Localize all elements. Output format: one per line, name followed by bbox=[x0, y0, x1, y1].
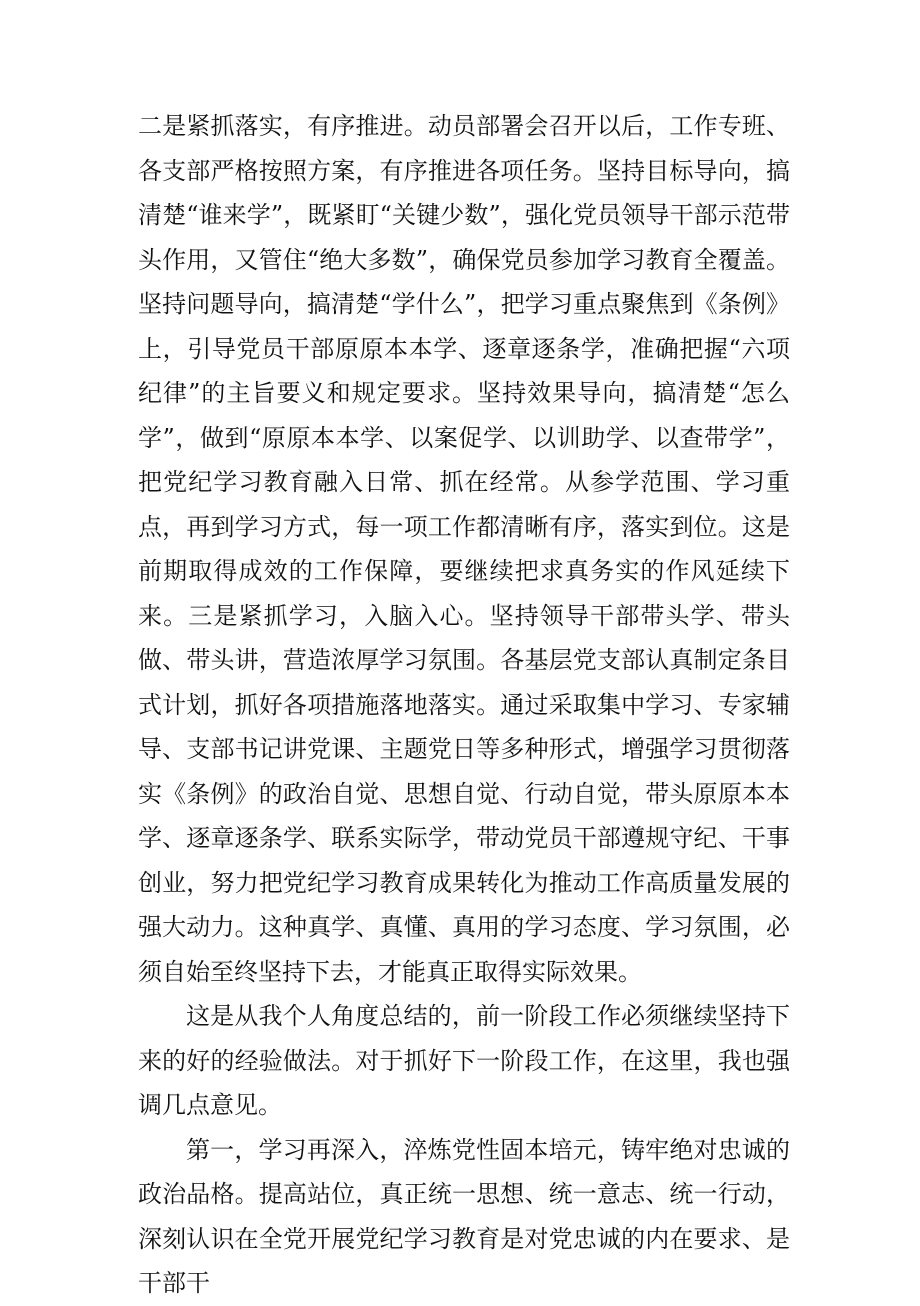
body-text bbox=[138, 104, 790, 1306]
paragraph-3: 第一，学习再深入，淬炼党性固本培元，铸牢绝对忠诚的政治品格。提高站位，真正统一思想、统一意志、统一行动，深刻认识在全党开展党纪学习教育是对党忠诚的内在要求、是干部干 bbox=[138, 1135, 790, 1297]
paragraph-1: 二是紧抓落实，有序推进。动员部署会召开以后，工作专班、各支部严格按照方案，有序推进各项任务。坚持目标导向，搞清楚“谁来学”，既紧盯“关键少数”，强化党员领导干部示范带头作用，又管住“绝大多数”，确保党员参加学习教育全覆盖。坚持问题导向，搞清楚“学什么”，把学习重点聚焦到《条例》上，引导党员干部原原本本学、逐章逐条学，准确把握“六项纪律”的主旨要义和规定要求。坚持效果导向，搞清楚“怎么学”，做到“原原本本学、以案促学、以训助学、以查带学”，把党纪学习教育融入日常、抓在经常。从参学范围、学习重点，再到学习方式，每一项工作都清晰有序，落实到位。这是前期取得成效的工作保障，要继续把求真务实的作风延续下来。三是紧抓学习，入脑入心。坚持领导干部带头学、带头做、带头讲，营造浓厚学习氛围。各基层党支部认真制定条目式计划，抓好各项措施落地落实。通过采取集中学习、专家辅导、支部书记讲党课、主题党日等多种形式，增强学习贯彻落实《条例》的政治自觉、思想自觉、行动自觉，带头原原本本学、逐章逐条学、联系实际学，带动党员干部遵规守纪、干事创业，努力把党纪学习教育成果转化为推动工作高质量发展的强大动力。这种真学、真懂、真用的学习态度、学习氛围，必须自始至终坚持下去，才能真正取得实际效果。 bbox=[138, 112, 790, 986]
paragraph-2: 这是从我个人角度总结的，前一阶段工作必须继续坚持下来的好的经验做法。对于抓好下一阶段工作，在这里，我也强调几点意见。 bbox=[138, 1002, 790, 1119]
